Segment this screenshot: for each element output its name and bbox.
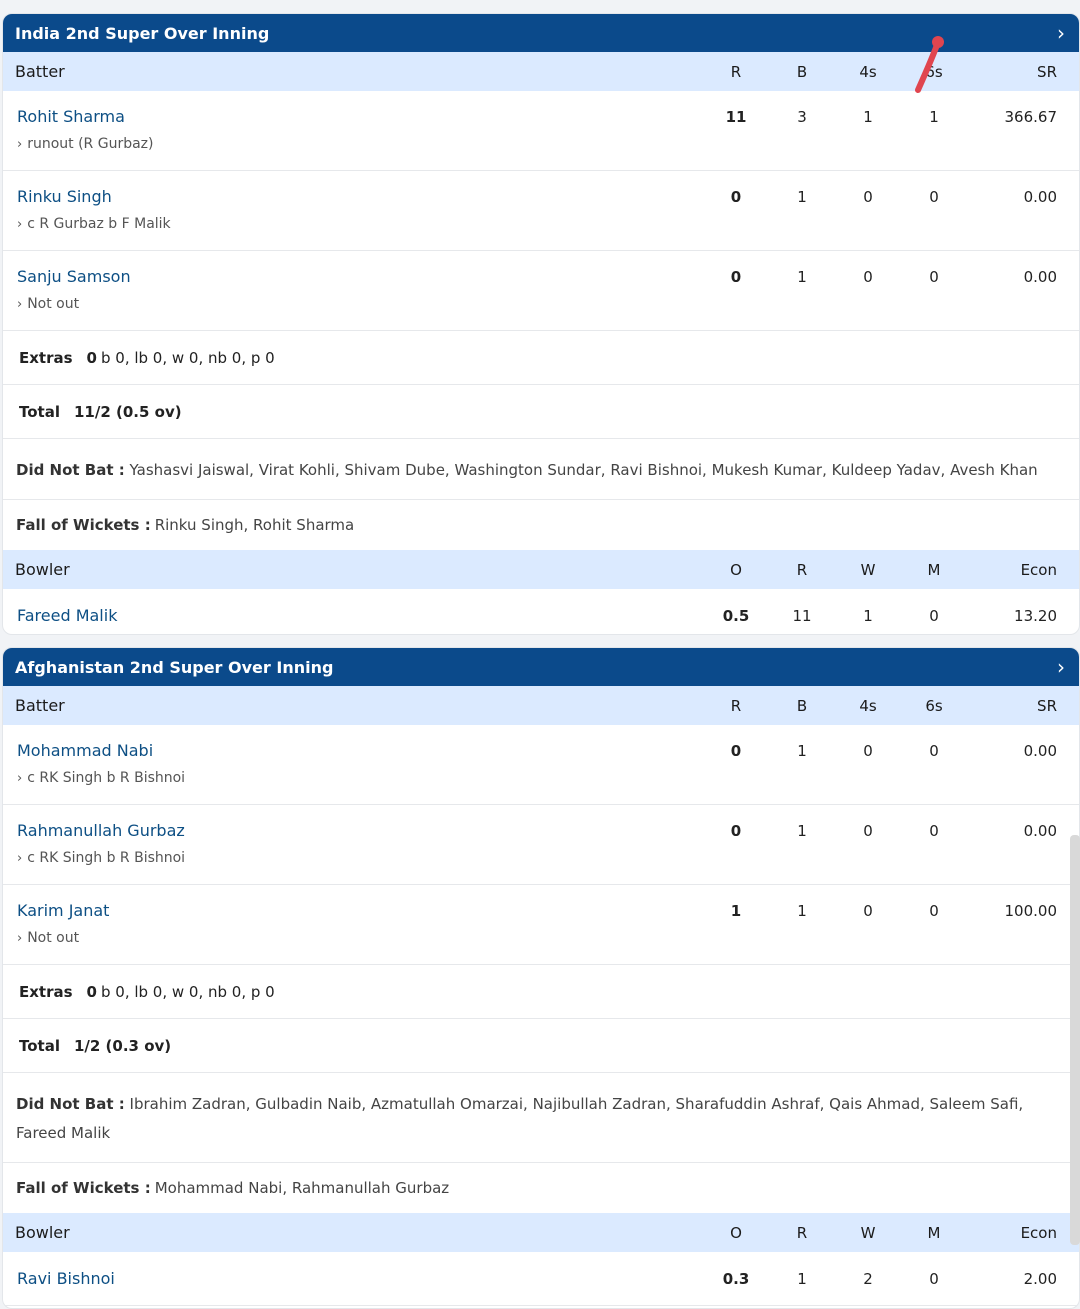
extras-total: 0 (86, 982, 97, 1001)
extras-label: Extras (19, 982, 73, 1001)
fall-of-wickets-row (3, 1163, 1079, 1213)
col-strike-rate: SR (1037, 62, 1057, 81)
extras-row (3, 331, 1079, 385)
chevron-right-icon[interactable]: › (1057, 21, 1065, 45)
balls-value: 1 (797, 268, 807, 286)
economy-value: 13.20 (1014, 606, 1057, 625)
innings-header[interactable] (3, 14, 1079, 52)
balls-value: 1 (797, 742, 807, 760)
batting-table-header (3, 52, 1079, 91)
col-fours: 4s (859, 696, 877, 715)
dismissal-text: Not out (27, 296, 80, 312)
chevron-right-small-icon: › (17, 771, 23, 786)
bowler-row (3, 589, 1079, 635)
balls-value: 3 (797, 108, 807, 126)
balls-value: 1 (797, 822, 807, 840)
fours-value: 0 (863, 902, 873, 920)
dismissal-text: Not out (27, 930, 80, 946)
did-not-bat-row (3, 1073, 1079, 1163)
chevron-right-small-icon: › (17, 851, 23, 866)
extras-detail: b 0, lb 0, w 0, nb 0, p 0 (100, 348, 275, 367)
col-sixes: 6s (925, 62, 943, 81)
bowler-name-link[interactable]: Ravi Bishnoi (17, 1269, 115, 1288)
col-economy: Econ (1020, 1223, 1057, 1242)
fall-of-wickets-label: Fall of Wickets : (16, 1179, 151, 1197)
did-not-bat-list: Ibrahim Zadran, Gulbadin Naib, Azmatullah Omarzai, Najibullah Zadran, Sharafuddin Ashraf, Qais Ahmad, Saleem Safi, Fareed Malik (16, 1095, 1024, 1142)
col-maidens: M (927, 1223, 941, 1242)
col-runs: R (730, 62, 742, 81)
innings-title: India 2nd Super Over Inning (15, 23, 270, 43)
col-runs-conceded: R (796, 1223, 808, 1242)
chevron-right-small-icon: › (17, 297, 23, 312)
total-value: 1/2 (0.3 ov) (73, 1036, 172, 1055)
col-bowler: Bowler (15, 1223, 70, 1242)
sixes-value: 1 (929, 108, 939, 126)
col-strike-rate: SR (1037, 696, 1057, 715)
fall-of-wickets-list: Mohammad Nabi, Rahmanullah Gurbaz (154, 1179, 450, 1197)
dismissal-toggle[interactable] (17, 850, 703, 866)
col-maidens: M (927, 560, 941, 579)
dismissal-toggle[interactable] (17, 770, 703, 786)
col-balls: B (796, 696, 808, 715)
did-not-bat-row (3, 439, 1079, 500)
col-economy: Econ (1020, 560, 1057, 579)
fours-value: 0 (863, 268, 873, 286)
fall-of-wickets-row (3, 500, 1079, 550)
batter-row (3, 725, 1079, 805)
dismissal-text: c R Gurbaz b F Malik (27, 216, 171, 232)
extras-total: 0 (86, 348, 97, 367)
dismissal-toggle[interactable] (17, 930, 703, 946)
dismissal-toggle[interactable] (17, 136, 703, 152)
batter-name-link[interactable]: Rohit Sharma (17, 107, 125, 126)
runs-value: 0 (730, 268, 742, 286)
batter-name-link[interactable]: Mohammad Nabi (17, 741, 154, 760)
wickets-value: 2 (863, 1269, 873, 1288)
maidens-value: 0 (929, 1269, 939, 1288)
fours-value: 1 (863, 108, 873, 126)
runs-conceded-value: 11 (792, 606, 812, 625)
col-bowler: Bowler (15, 560, 70, 579)
sixes-value: 0 (929, 902, 939, 920)
dismissal-toggle[interactable] (17, 296, 703, 312)
balls-value: 1 (797, 188, 807, 206)
scrollbar-thumb[interactable] (1070, 835, 1080, 1245)
batter-row (3, 91, 1079, 171)
dismissal-text: c RK Singh b R Bishnoi (27, 850, 186, 866)
col-overs: O (730, 560, 742, 579)
runs-value: 0 (730, 188, 742, 206)
total-row (3, 1019, 1079, 1073)
batter-name-link[interactable]: Rinku Singh (17, 187, 112, 206)
fours-value: 0 (863, 742, 873, 760)
innings-card-india (2, 13, 1080, 635)
col-batter: Batter (15, 696, 65, 715)
balls-value: 1 (797, 902, 807, 920)
total-label: Total (19, 402, 60, 421)
col-fours: 4s (859, 62, 877, 81)
col-runs: R (730, 696, 742, 715)
batter-row (3, 885, 1079, 965)
strike-rate-value: 100.00 (1004, 902, 1057, 920)
bowler-name-link[interactable]: Fareed Malik (17, 606, 118, 625)
wickets-value: 1 (863, 606, 873, 625)
sixes-value: 0 (929, 188, 939, 206)
total-label: Total (19, 1036, 60, 1055)
dismissal-text: c RK Singh b R Bishnoi (27, 770, 186, 786)
strike-rate-value: 0.00 (1023, 268, 1057, 286)
strike-rate-value: 0.00 (1023, 742, 1057, 760)
bowler-row (3, 1252, 1079, 1306)
chevron-right-small-icon: › (17, 137, 23, 152)
fall-of-wickets-list: Rinku Singh, Rohit Sharma (154, 516, 355, 534)
runs-value: 0 (730, 742, 742, 760)
col-wickets: W (860, 560, 876, 579)
fours-value: 0 (863, 188, 873, 206)
batter-row (3, 171, 1079, 251)
overs-value: 0.3 (722, 1269, 750, 1288)
extras-detail: b 0, lb 0, w 0, nb 0, p 0 (100, 982, 275, 1001)
dismissal-toggle[interactable] (17, 216, 703, 232)
extras-label: Extras (19, 348, 73, 367)
fall-of-wickets-label: Fall of Wickets : (16, 516, 151, 534)
did-not-bat-label: Did Not Bat : (16, 461, 125, 479)
total-value: 11/2 (0.5 ov) (73, 402, 182, 421)
fours-value: 0 (863, 822, 873, 840)
bowling-table-header (3, 1213, 1079, 1252)
innings-header[interactable] (3, 648, 1079, 686)
total-row (3, 385, 1079, 439)
strike-rate-value: 0.00 (1023, 188, 1057, 206)
maidens-value: 0 (929, 606, 939, 625)
economy-value: 2.00 (1023, 1269, 1057, 1288)
did-not-bat-label: Did Not Bat : (16, 1095, 125, 1113)
batter-name-link[interactable]: Karim Janat (17, 901, 110, 920)
batter-name-link[interactable]: Sanju Samson (17, 267, 131, 286)
extras-row (3, 965, 1079, 1019)
chevron-right-small-icon: › (17, 931, 23, 946)
overs-value: 0.5 (722, 606, 750, 625)
col-sixes: 6s (925, 696, 943, 715)
sixes-value: 0 (929, 268, 939, 286)
runs-value: 0 (730, 822, 742, 840)
batter-row (3, 805, 1079, 885)
innings-title: Afghanistan 2nd Super Over Inning (15, 657, 334, 677)
col-runs-conceded: R (796, 560, 808, 579)
chevron-right-small-icon: › (17, 217, 23, 232)
innings-card-afghanistan (2, 647, 1080, 1309)
col-overs: O (730, 1223, 742, 1242)
strike-rate-value: 0.00 (1023, 822, 1057, 840)
bowling-table-header (3, 550, 1079, 589)
batter-row (3, 251, 1079, 331)
runs-conceded-value: 1 (797, 1269, 807, 1288)
sixes-value: 0 (929, 822, 939, 840)
col-balls: B (796, 62, 808, 81)
col-batter: Batter (15, 62, 65, 81)
strike-rate-value: 366.67 (1004, 108, 1057, 126)
sixes-value: 0 (929, 742, 939, 760)
chevron-right-icon[interactable]: › (1057, 655, 1065, 679)
did-not-bat-list: Yashasvi Jaiswal, Virat Kohli, Shivam Dube, Washington Sundar, Ravi Bishnoi, Mukesh Kumar, Kuldeep Yadav, Avesh Khan (129, 461, 1038, 479)
runs-value: 11 (725, 108, 747, 126)
runs-value: 1 (730, 902, 742, 920)
col-wickets: W (860, 1223, 876, 1242)
dismissal-text: runout (R Gurbaz) (27, 136, 154, 152)
batter-name-link[interactable]: Rahmanullah Gurbaz (17, 821, 185, 840)
batting-table-header (3, 686, 1079, 725)
